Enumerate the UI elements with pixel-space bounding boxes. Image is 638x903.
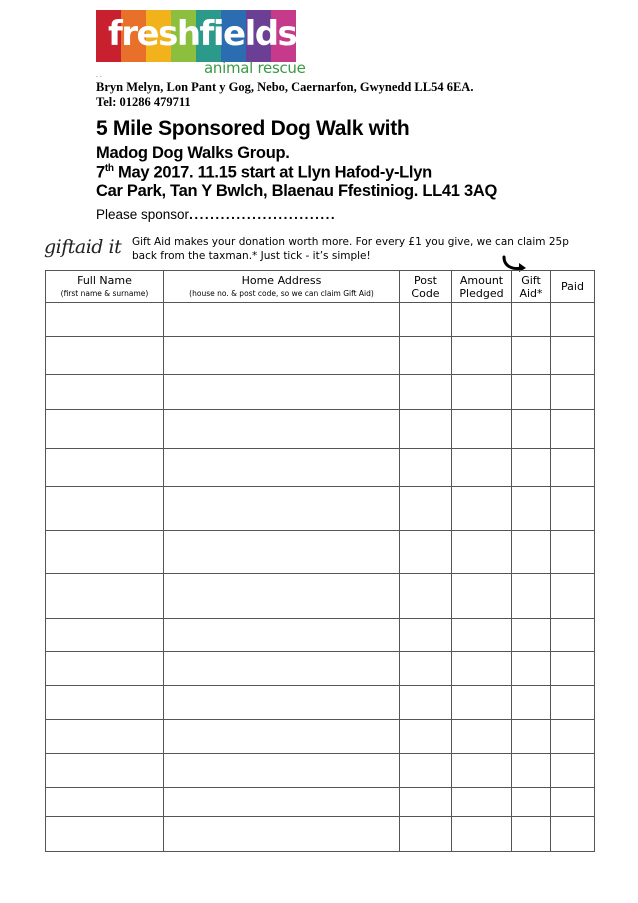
column-sublabel: (first name & surname): [60, 289, 149, 298]
cell-gift-aid[interactable]: [512, 531, 551, 574]
table-header-row: [46, 271, 595, 303]
table-row: [46, 574, 595, 619]
sponsor-name-blank[interactable]: ............................: [189, 207, 337, 222]
cell-paid[interactable]: [551, 487, 595, 531]
cell-gift-aid[interactable]: [512, 574, 551, 619]
cell-home-address[interactable]: [164, 619, 400, 652]
table-row: [46, 652, 595, 686]
cell-post-code[interactable]: [400, 410, 452, 449]
cell-post-code[interactable]: [400, 487, 452, 531]
table-row: [46, 788, 595, 817]
cell-full-name[interactable]: [46, 817, 164, 852]
cell-post-code[interactable]: [400, 375, 452, 410]
cell-amount-pledged[interactable]: [452, 531, 512, 574]
cell-amount-pledged[interactable]: [452, 337, 512, 375]
table-row: [46, 720, 595, 754]
cell-paid[interactable]: [551, 754, 595, 788]
cell-full-name[interactable]: [46, 487, 164, 531]
table-row: [46, 817, 595, 852]
cell-full-name[interactable]: [46, 303, 164, 337]
column-label: Home Address: [241, 274, 322, 287]
cell-paid[interactable]: [551, 652, 595, 686]
cell-gift-aid[interactable]: [512, 788, 551, 817]
event-location: Car Park, Tan Y Bwlch, Blaenau Ffestiniog. LL41 3AQ: [96, 182, 497, 200]
cell-amount-pledged[interactable]: [452, 686, 512, 720]
cell-home-address[interactable]: [164, 788, 400, 817]
cell-post-code[interactable]: [400, 720, 452, 754]
cell-home-address[interactable]: [164, 817, 400, 852]
cell-gift-aid[interactable]: [512, 652, 551, 686]
cell-full-name[interactable]: [46, 788, 164, 817]
freshfields-logo: [96, 10, 306, 78]
cell-paid[interactable]: [551, 574, 595, 619]
cell-amount-pledged[interactable]: [452, 720, 512, 754]
cell-amount-pledged[interactable]: [452, 817, 512, 852]
cell-post-code[interactable]: [400, 337, 452, 375]
column-paid: [551, 271, 595, 303]
column-full-name: [46, 271, 164, 303]
cell-home-address[interactable]: [164, 574, 400, 619]
column-label: Gift Aid*: [519, 273, 543, 300]
cell-post-code[interactable]: [400, 574, 452, 619]
sponsor-form-table: [45, 270, 595, 852]
giftaid-logo: giftaid it: [44, 236, 122, 258]
cell-post-code[interactable]: [400, 531, 452, 574]
cell-gift-aid[interactable]: [512, 303, 551, 337]
cell-paid[interactable]: [551, 686, 595, 720]
cell-amount-pledged[interactable]: [452, 788, 512, 817]
cell-gift-aid[interactable]: [512, 619, 551, 652]
cell-gift-aid[interactable]: [512, 410, 551, 449]
cell-paid[interactable]: [551, 619, 595, 652]
cell-paid[interactable]: [551, 410, 595, 449]
cell-amount-pledged[interactable]: [452, 754, 512, 788]
logo-subtitle: animal rescue: [204, 59, 306, 77]
cell-post-code[interactable]: [400, 817, 452, 852]
cell-paid[interactable]: [551, 720, 595, 754]
table-row: [46, 449, 595, 487]
cell-home-address[interactable]: [164, 754, 400, 788]
cell-home-address[interactable]: [164, 531, 400, 574]
cell-full-name[interactable]: [46, 531, 164, 574]
cell-full-name[interactable]: [46, 449, 164, 487]
table-row: [46, 303, 595, 337]
cell-gift-aid[interactable]: [512, 754, 551, 788]
cell-home-address[interactable]: [164, 375, 400, 410]
column-gift-aid: [512, 271, 551, 303]
cell-amount-pledged[interactable]: [452, 619, 512, 652]
cell-full-name[interactable]: [46, 410, 164, 449]
cell-full-name[interactable]: [46, 574, 164, 619]
cell-home-address[interactable]: [164, 410, 400, 449]
sponsor-line: [96, 207, 336, 222]
cell-post-code[interactable]: [400, 788, 452, 817]
address-line: Bryn Melyn, Lon Pant y Gog, Nebo, Caernarfon, Gwynedd LL54 6EA.: [96, 80, 474, 94]
cell-gift-aid[interactable]: [512, 337, 551, 375]
cell-home-address[interactable]: [164, 720, 400, 754]
table-row: [46, 337, 595, 375]
cell-gift-aid[interactable]: [512, 720, 551, 754]
cell-full-name[interactable]: [46, 375, 164, 410]
cell-full-name[interactable]: [46, 754, 164, 788]
cell-full-name[interactable]: [46, 337, 164, 375]
table-row: [46, 754, 595, 788]
cell-gift-aid[interactable]: [512, 375, 551, 410]
column-label: Full Name: [77, 274, 132, 287]
cell-gift-aid[interactable]: [512, 686, 551, 720]
event-date-time: [96, 163, 432, 183]
cell-amount-pledged[interactable]: [452, 487, 512, 531]
cell-home-address[interactable]: [164, 303, 400, 337]
cell-gift-aid[interactable]: [512, 487, 551, 531]
event-day: 7: [96, 163, 105, 182]
cell-amount-pledged[interactable]: [452, 652, 512, 686]
cell-home-address[interactable]: [164, 337, 400, 375]
giftaid-notice: [132, 235, 602, 263]
cell-post-code[interactable]: [400, 686, 452, 720]
logo-brand-text: freshfields: [108, 14, 297, 54]
column-home-address: [164, 271, 400, 303]
cell-full-name[interactable]: [46, 720, 164, 754]
cell-amount-pledged[interactable]: [452, 410, 512, 449]
cell-amount-pledged[interactable]: [452, 303, 512, 337]
cell-full-name[interactable]: [46, 619, 164, 652]
cell-post-code[interactable]: [400, 652, 452, 686]
cell-paid[interactable]: [551, 337, 595, 375]
cell-gift-aid[interactable]: [512, 449, 551, 487]
column-sublabel: (house no. & post code, so we can claim Gift Aid): [189, 289, 374, 298]
column-amount-pledged: [452, 271, 512, 303]
cell-home-address[interactable]: [164, 686, 400, 720]
column-label: Post Code: [411, 273, 440, 300]
cell-paid[interactable]: [551, 303, 595, 337]
cell-paid[interactable]: [551, 531, 595, 574]
small-mark: . .: [96, 72, 102, 79]
event-date-rest: May 2017. 11.15 start at Llyn Hafod-y-Llyn: [113, 163, 432, 182]
group-name: Madog Dog Walks Group.: [96, 144, 290, 162]
cell-gift-aid[interactable]: [512, 817, 551, 852]
cell-post-code[interactable]: [400, 754, 452, 788]
cell-full-name[interactable]: [46, 686, 164, 720]
cell-home-address[interactable]: [164, 487, 400, 531]
cell-amount-pledged[interactable]: [452, 375, 512, 410]
table-row: [46, 487, 595, 531]
cell-home-address[interactable]: [164, 652, 400, 686]
contact-address: [96, 80, 473, 110]
page-title: 5 Mile Sponsored Dog Walk with: [96, 117, 410, 140]
cell-amount-pledged[interactable]: [452, 574, 512, 619]
cell-post-code[interactable]: [400, 449, 452, 487]
table-row: [46, 531, 595, 574]
cell-paid[interactable]: [551, 788, 595, 817]
table-row: [46, 375, 595, 410]
table-row: [46, 686, 595, 720]
cell-paid[interactable]: [551, 817, 595, 852]
column-label: Amount Pledged: [459, 273, 504, 300]
giftaid-notice-line: back from the taxman.* Just tick - it’s simple!: [132, 250, 371, 262]
cell-post-code[interactable]: [400, 619, 452, 652]
column-post-code: [400, 271, 452, 303]
cell-paid[interactable]: [551, 449, 595, 487]
giftaid-notice-line: Gift Aid makes your donation worth more. For every £1 you give, we can claim 25p: [132, 236, 569, 248]
sponsor-label: Please sponsor: [96, 207, 190, 222]
cell-amount-pledged[interactable]: [452, 449, 512, 487]
table-row: [46, 619, 595, 652]
cell-post-code[interactable]: [400, 303, 452, 337]
cell-home-address[interactable]: [164, 449, 400, 487]
cell-full-name[interactable]: [46, 652, 164, 686]
table-row: [46, 410, 595, 449]
event-day-suffix: th: [104, 163, 114, 174]
column-label: Paid: [561, 280, 584, 293]
cell-paid[interactable]: [551, 375, 595, 410]
telephone-line: Tel: 01286 479711: [96, 95, 191, 109]
